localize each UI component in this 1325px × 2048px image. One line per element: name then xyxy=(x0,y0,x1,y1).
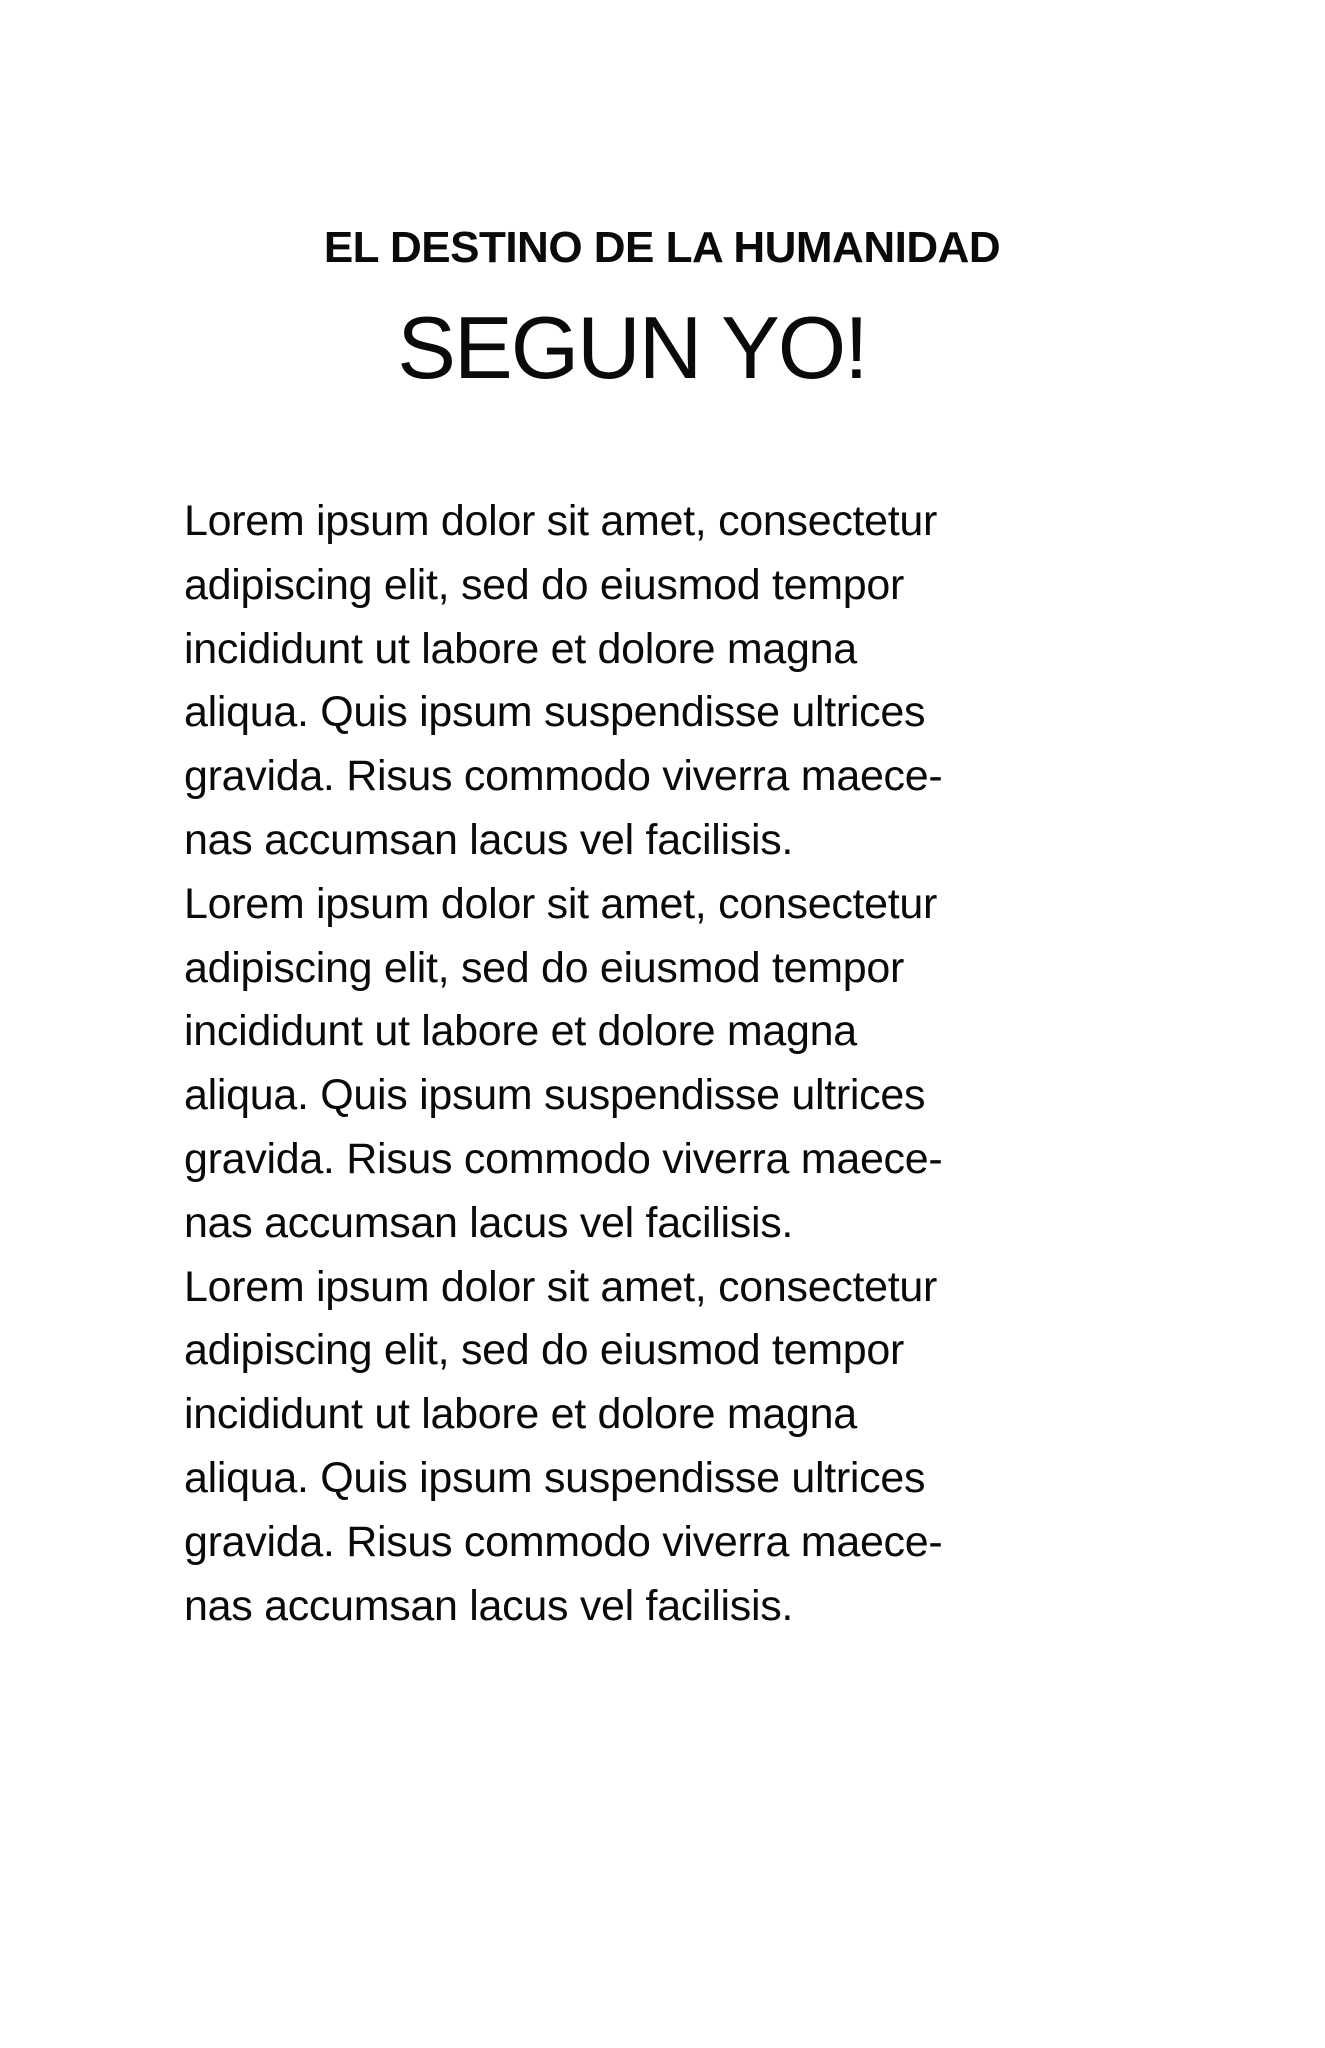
document-title: EL DESTINO DE LA HUMANIDAD xyxy=(323,223,1001,272)
text-line: gravida. Risus commodo viverra maece- xyxy=(184,1517,943,1566)
text-line: aliqua. Quis ipsum suspendisse ultrices xyxy=(184,688,926,737)
text-line: Lorem ipsum dolor sit amet, consectetur xyxy=(184,879,938,928)
text-line: adipiscing elit, sed do eiusmod tempor xyxy=(184,1326,904,1375)
body-text xyxy=(184,490,1114,1638)
paragraph-3 xyxy=(184,1256,1114,1639)
text-line: adipiscing elit, sed do eiusmod tempor xyxy=(184,560,904,609)
paragraph-2 xyxy=(184,873,1114,1256)
text-line: aliqua. Quis ipsum suspendisse ultrices xyxy=(184,1453,926,1502)
text-line: nas accumsan lacus vel facilisis. xyxy=(184,1581,794,1630)
text-line: adipiscing elit, sed do eiusmod tempor xyxy=(184,943,904,992)
document-subtitle: SEGUN YO! xyxy=(397,298,867,397)
paragraph-1 xyxy=(184,490,1114,873)
text-line: incididunt ut labore et dolore magna xyxy=(184,1390,857,1439)
text-line: aliqua. Quis ipsum suspendisse ultrices xyxy=(184,1071,926,1120)
text-line: nas accumsan lacus vel facilisis. xyxy=(184,1198,794,1247)
text-line: gravida. Risus commodo viverra maece- xyxy=(184,752,943,801)
text-line: incididunt ut labore et dolore magna xyxy=(184,1007,857,1056)
text-line: Lorem ipsum dolor sit amet, consectetur xyxy=(184,497,938,545)
text-line: nas accumsan lacus vel facilisis. xyxy=(184,815,794,864)
text-line: gravida. Risus commodo viverra maece- xyxy=(184,1134,943,1183)
text-line: Lorem ipsum dolor sit amet, consectetur xyxy=(184,1262,938,1311)
text-line: incididunt ut labore et dolore magna xyxy=(184,624,857,673)
